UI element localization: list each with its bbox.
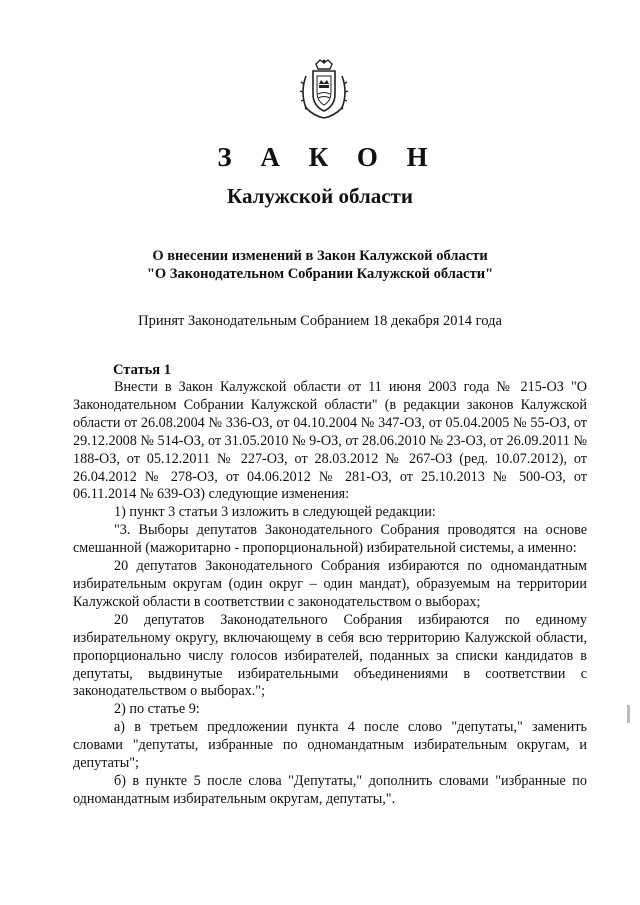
law-subtitle (0, 247, 640, 283)
article-paragraph: "3. Выборы депутатов Законодательного Собрания проводятся на основе смешанной (мажоритарно - пропорциональной) избирательной системы, а именно: (73, 522, 587, 557)
document-region: Калужской области (227, 184, 413, 208)
article-paragraph: 20 депутатов Законодательного Собрания избираются по единому избирательному округу, включающему в себя всю территорию Калужской области, пропорционально числу голосов избирателей, поданных за списки кандидатов в депутаты, выдвинутые избирательными объединениями в соответствии с законодательством о выборах."; (73, 611, 587, 700)
adoption-date: Принят Законодательным Собранием 18 декабря 2014 года (138, 313, 502, 329)
article-paragraph: 20 депутатов Законодательного Собрания избираются по одномандатным избирательным округам (один округ – один мандат), образуемым на территории Калужской области в соответствии с законодательством о выборах; (73, 558, 587, 610)
article-paragraph: Внести в Закон Калужской области от 11 июня 2003 года № 215-ОЗ "О Законодательном Собрании Калужской области" (в редакции законов Калужской области от 26.08.2004 № 336-ОЗ, от 04.10.2004 № 347-ОЗ, от 05.04.2005 № 55-ОЗ, от 29.12.2008 № 514-ОЗ, от 31.05.2010 № 9-ОЗ, от 28.06.2010 № 23-ОЗ, от 26.09.2011 № 188-ОЗ, от 05.12.2011 № 227-ОЗ, от 28.03.2012 № 267-ОЗ (ред. 10.07.2012), от 26.04.2012 № 278-ОЗ, от 04.06.2012 № 281-ОЗ, от 25.10.2013 № 500-ОЗ, от 06.11.2014 № 639-ОЗ) следующие изменения: (73, 379, 587, 503)
article-body (73, 379, 587, 809)
article-paragraph: а) в третьем предложении пункта 4 после слово "депутаты," заменить словами "депутаты, избранные по одномандатным избирательным округам, и депутаты"; (73, 719, 587, 772)
document-title: З А К О Н (217, 142, 439, 172)
coat-of-arms-icon (296, 58, 352, 120)
subtitle-line-2: "О Законодательном Собрании Калужской области" (146, 266, 494, 282)
article-paragraph: 2) по статье 9: (114, 701, 200, 718)
scan-edge-mark (627, 705, 630, 723)
article-paragraph: 1) пункт 3 статьи 3 изложить в следующей редакции: (114, 504, 436, 521)
article-paragraph: б) в пункте 5 после слова "Депутаты," дополнить словами "избранные по одномандатным избирательным округам, депутаты,". (73, 772, 587, 807)
subtitle-line-1: О внесении изменений в Закон Калужской области (152, 248, 488, 264)
article-title: Статья 1 (113, 362, 171, 378)
